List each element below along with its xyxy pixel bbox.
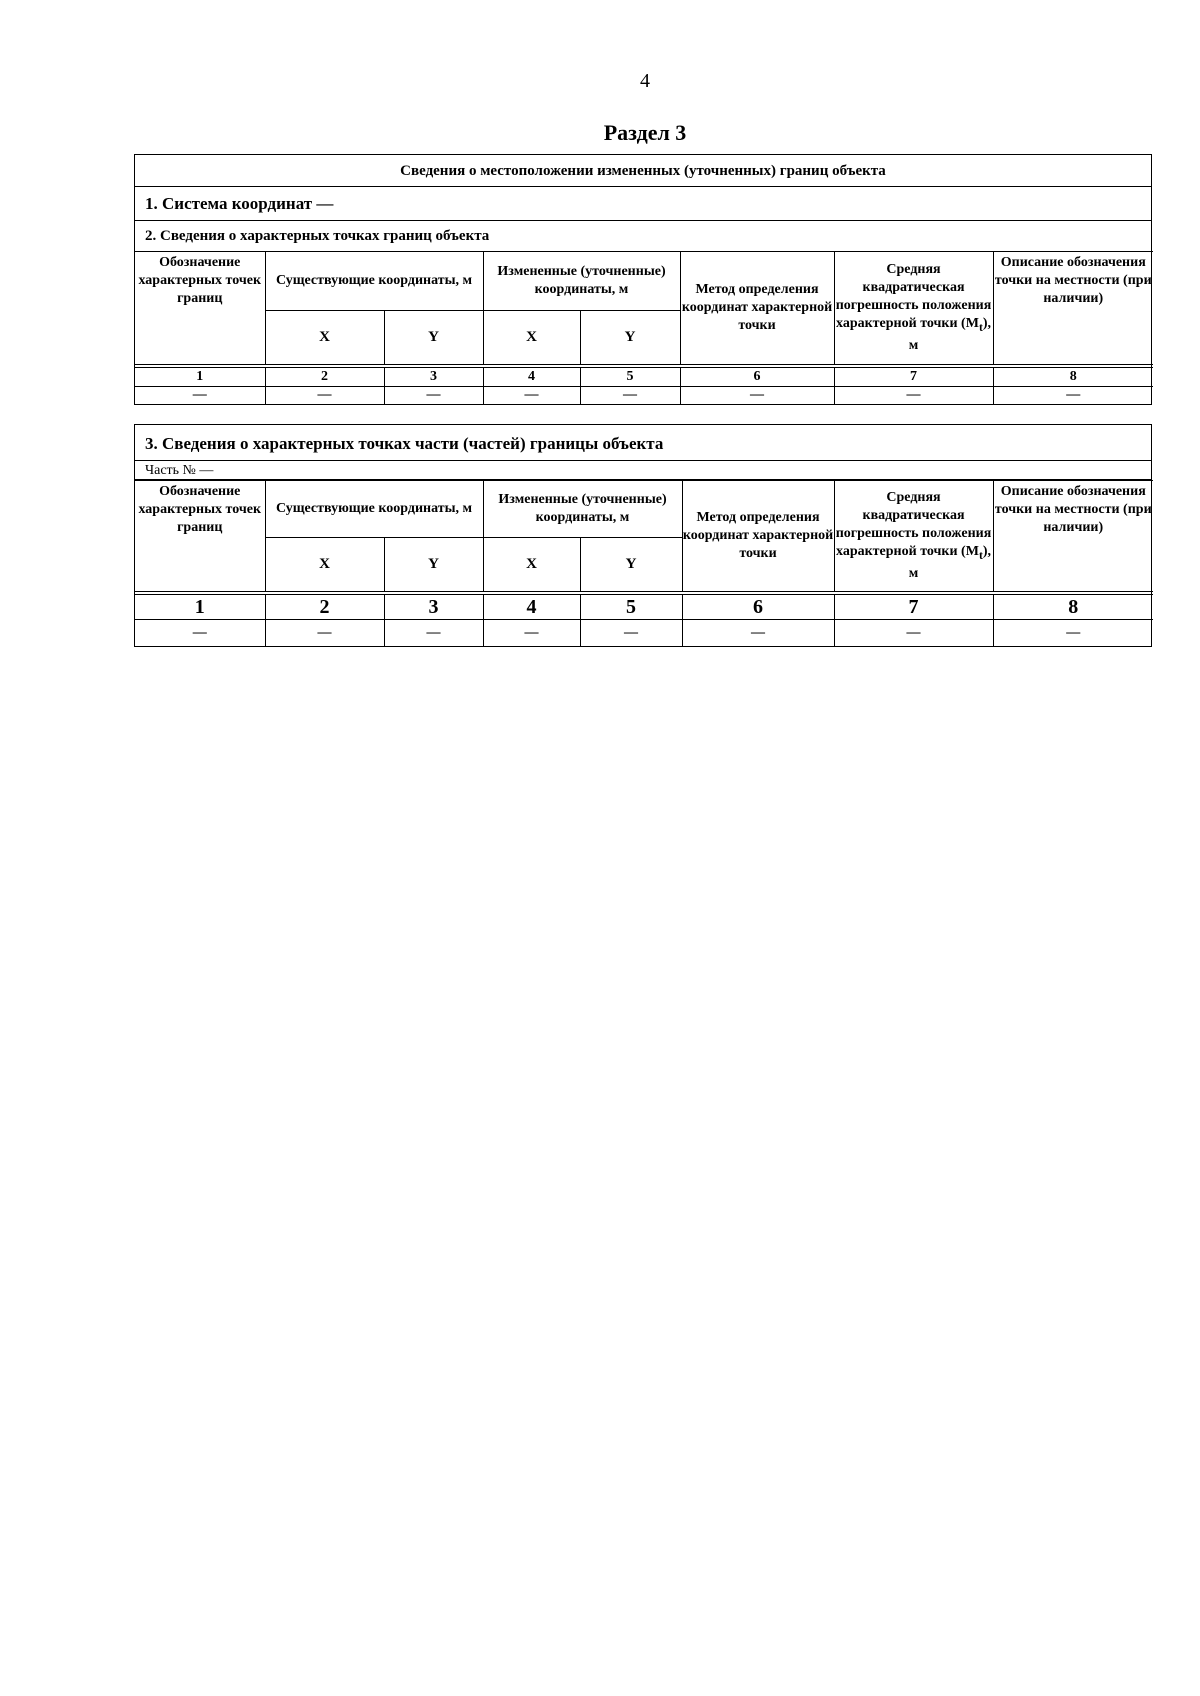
table-cell: —: [680, 386, 834, 404]
column-number: 6: [682, 593, 834, 620]
column-number: 7: [834, 366, 993, 387]
table-cell: —: [135, 620, 265, 646]
table-cell: —: [265, 386, 384, 404]
header-existing-x: X: [265, 538, 384, 593]
column-number: 4: [483, 593, 580, 620]
column-number: 1: [135, 593, 265, 620]
table-cell: —: [265, 620, 384, 646]
column-numbers-row: [135, 366, 1153, 387]
table-cell: —: [135, 386, 265, 404]
header-changed-coords: Измененные (уточненные) координаты, м: [483, 481, 682, 538]
table-cell: —: [993, 620, 1153, 646]
parts-points-table: [135, 480, 1153, 646]
column-number: 4: [483, 366, 580, 387]
points-heading: 2. Сведения о характерных точках границ объекта: [145, 228, 490, 244]
table-cell: —: [483, 620, 580, 646]
column-number: 3: [384, 366, 483, 387]
header-description: Описание обозначения точки на местности (при наличии): [993, 252, 1153, 366]
column-number: 6: [680, 366, 834, 387]
table-cell: —: [483, 386, 580, 404]
column-number: 3: [384, 593, 483, 620]
column-number: 7: [834, 593, 993, 620]
column-number: 5: [580, 366, 680, 387]
header-changed-y: Y: [580, 538, 682, 593]
header-existing-y: Y: [384, 538, 483, 593]
section-title: Раздел 3: [603, 120, 687, 145]
header-error: Средняя квадратическая погрешность положения характерной точки $(M_t)$, м: [834, 252, 993, 366]
header-changed-coords: Измененные (уточненные) координаты, м: [483, 252, 680, 311]
header-method: Метод определения координат характерной точки: [682, 481, 834, 593]
page-number: 4: [640, 70, 650, 92]
table-cell: —: [580, 386, 680, 404]
header-existing-coords: Существующие координаты, м: [265, 481, 483, 538]
header-changed-y: Y: [580, 311, 680, 366]
boundary-table: [134, 154, 1152, 405]
table-cell: —: [834, 386, 993, 404]
parts-table-block: [134, 424, 1152, 647]
header-changed-x: X: [483, 311, 580, 366]
table-row: [135, 386, 1153, 404]
table-cell: —: [384, 620, 483, 646]
header-method: Метод определения координат характерной точки: [680, 252, 834, 366]
header-changed-x: X: [483, 538, 580, 593]
coordinate-system-label: 1. Система координат —: [135, 187, 1151, 221]
table-cell: —: [580, 620, 682, 646]
table-cell: —: [682, 620, 834, 646]
column-number: 2: [265, 366, 384, 387]
header-description: Описание обозначения точки на местности (при наличии): [993, 481, 1153, 593]
header-error: Средняя квадратическая погрешность положения характерной точки $(M_t)$, м: [834, 481, 993, 593]
points-table: [135, 251, 1153, 404]
column-numbers-row: [135, 593, 1153, 620]
column-number: 8: [993, 366, 1153, 387]
column-number: 2: [265, 593, 384, 620]
column-number: 1: [135, 366, 265, 387]
header-point-designation: Обозначение характерных точек границ: [135, 252, 265, 366]
column-number: 5: [580, 593, 682, 620]
table-cell: —: [384, 386, 483, 404]
part-number-label: Часть № —: [135, 461, 1151, 480]
header-existing-x: X: [265, 311, 384, 366]
parts-heading: 3. Сведения о характерных точках части (частей) границы объекта: [135, 425, 1151, 461]
header-existing-coords: Существующие координаты, м: [265, 252, 483, 311]
table-row: [135, 620, 1153, 646]
header-point-designation: Обозначение характерных точек границ: [135, 481, 265, 593]
table-caption: Сведения о местоположении измененных (уточненных) границ объекта: [135, 155, 1151, 187]
table-cell: —: [834, 620, 993, 646]
table-cell: —: [993, 386, 1153, 404]
header-existing-y: Y: [384, 311, 483, 366]
column-number: 8: [993, 593, 1153, 620]
